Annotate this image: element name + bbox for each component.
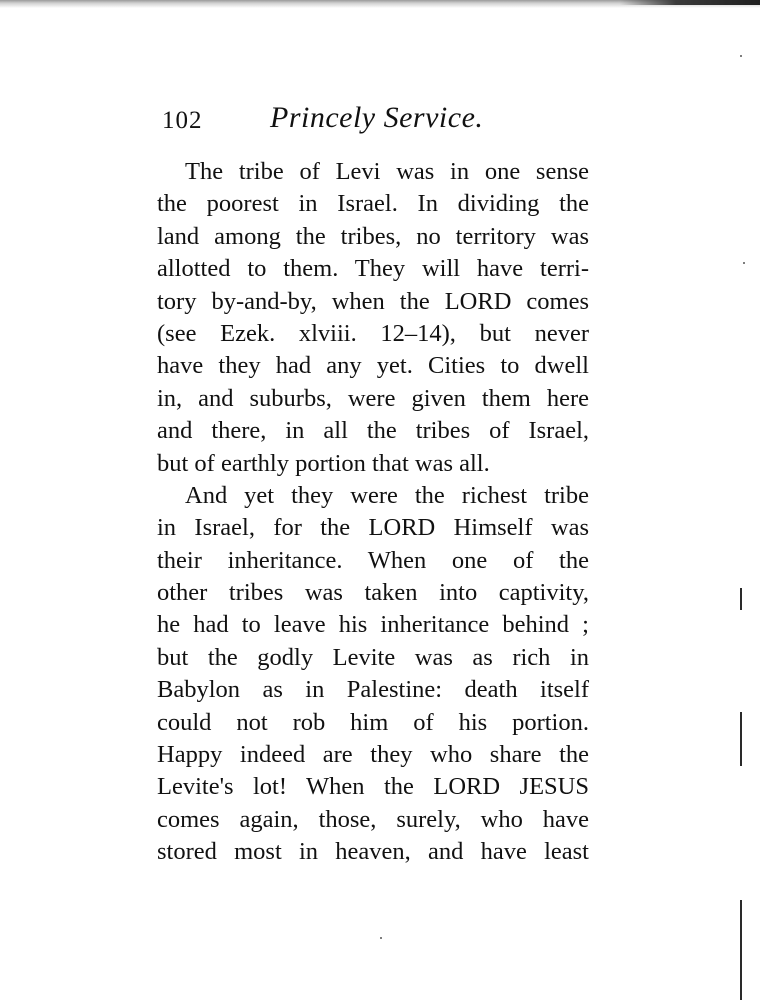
page-right-edge-mark bbox=[740, 900, 742, 1000]
text-line: and there, in all the tribes of Israel, bbox=[157, 417, 589, 445]
text-line: land among the tribes, no territory was bbox=[157, 222, 589, 250]
text-line: Babylon as in Palestine: death itself bbox=[157, 676, 589, 704]
running-head: Princely Service. bbox=[270, 101, 484, 134]
text-line: in Israel, for the LORD Himself was bbox=[157, 514, 589, 542]
text-line: Levite's lot! When the LORD JESUS bbox=[157, 773, 589, 801]
text-line: he had to leave his inheritance behind ; bbox=[157, 611, 589, 639]
text-line: tory by-and-by, when the LORD comes bbox=[157, 287, 589, 315]
body-text bbox=[157, 156, 589, 869]
page-number: 102 bbox=[162, 107, 203, 134]
text-line: And yet they were the richest tribe bbox=[185, 481, 589, 509]
paragraph bbox=[157, 480, 589, 869]
text-line: Happy indeed are they who share the bbox=[157, 741, 589, 769]
text-line: could not rob him of his portion. bbox=[157, 708, 589, 736]
scan-speck bbox=[380, 937, 382, 939]
text-line: (see Ezek. xlviii. 12–14), but never bbox=[157, 319, 589, 347]
text-line: comes again, those, surely, who have bbox=[157, 805, 589, 833]
text-line: stored most in heaven, and have least bbox=[157, 838, 589, 866]
text-line: their inheritance. When one of the bbox=[157, 546, 589, 574]
text-line: but the godly Levite was as rich in bbox=[157, 643, 589, 671]
text-line: in, and suburbs, were given them here bbox=[157, 384, 589, 412]
scan-speck bbox=[743, 262, 745, 264]
text-line: other tribes was taken into captivity, bbox=[157, 579, 589, 607]
paragraph bbox=[157, 156, 589, 480]
text-line: the poorest in Israel. In dividing the bbox=[157, 190, 589, 218]
page-top-shadow bbox=[620, 0, 760, 5]
text-line: but of earthly portion that was all. bbox=[157, 449, 490, 477]
text-line: The tribe of Levi was in one sense bbox=[185, 158, 589, 185]
text-line: have they had any yet. Cities to dwell bbox=[157, 352, 589, 380]
page-right-edge-mark bbox=[740, 588, 742, 610]
page-right-edge-mark bbox=[740, 712, 742, 766]
scan-speck bbox=[740, 55, 742, 57]
text-line: allotted to them. They will have terri- bbox=[157, 255, 589, 283]
page-header bbox=[160, 101, 600, 141]
